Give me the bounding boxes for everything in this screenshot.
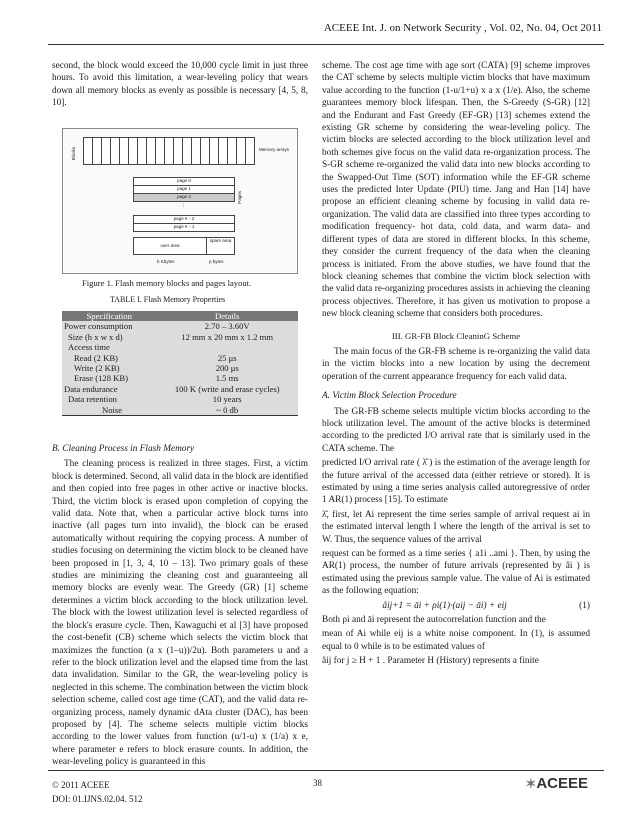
fig-page-k-2: page K - 2 <box>133 215 235 224</box>
section-a-paragraph-6: mean of Ai while eij is a white noise component. In (1), is assumed equal to 0 while is to be estimated values of <box>322 629 590 652</box>
fig-label-memory: Memory arrays <box>259 147 290 152</box>
section-iii-heading: III. GR-FB Block CleaninG Scheme <box>391 330 521 341</box>
right-column <box>322 60 590 668</box>
spec-cell: Data retention <box>62 394 156 404</box>
fig-dots: ⋮ <box>181 203 186 208</box>
table-row <box>62 363 298 373</box>
spec-cell: Noise <box>62 405 156 416</box>
header-rule <box>48 44 604 45</box>
table-row <box>62 405 298 416</box>
fig-spare-area: spare area <box>206 237 235 255</box>
detail-cell: 1.5 ms <box>156 373 298 383</box>
fig-page-k-1: page K - 1 <box>133 223 235 232</box>
fig-label-blocks: Blocks <box>71 147 76 161</box>
journal-header: ACEEE Int. J. on Network Security , Vol. 02, No. 04, Oct 2011 <box>323 22 602 34</box>
fig-page-2: page 2 <box>133 193 235 202</box>
table-row <box>62 353 298 363</box>
fig-label-pages: Pages <box>237 191 242 204</box>
section-a-paragraph-3: λ̂, first, let Ai represent the time series sample of arrival request ai in the estimated interval length I where the length of the arrival is set to W. Thus, the sequence values of the arrival <box>322 509 590 545</box>
spec-cell: Read (2 KB) <box>62 353 156 363</box>
logo-star-icon: ✶ <box>525 776 537 791</box>
detail-cell: 100 K (write and erase cycles) <box>156 384 298 394</box>
section-a-paragraph-4: request can be formed as a time series { a1i ..ami }. Then, by using the AR(1) process, the number of future arrivals (represented by âi ) is estimated using the previous sample value. The value of Ai is estimated as the following equation: <box>322 549 590 597</box>
fig-page-1: page 1 <box>133 185 235 194</box>
detail-cell: 10 years <box>156 394 298 404</box>
fig-memory-array <box>83 137 255 165</box>
spec-cell: Size (h x w x d) <box>62 332 156 342</box>
fig-user-area: user area <box>133 237 207 255</box>
fig-spare-bytes: p bytes <box>209 259 224 264</box>
aceee-logo <box>525 775 588 792</box>
table-row <box>62 332 298 342</box>
spec-cell: Write (2 KB) <box>62 363 156 373</box>
footer-rule <box>48 770 604 771</box>
flash-properties-table <box>62 311 298 416</box>
page-number: 38 <box>313 778 322 788</box>
section-b-heading: B. Cleaning Process in Flash Memory <box>52 444 195 454</box>
logo-text: ACEEE <box>536 775 588 792</box>
table-row <box>62 394 298 404</box>
section-a-paragraph-1: The GR-FB scheme selects multiple victim blocks according to the block utilization level. The amount of the active blocks is determined according to the predicted I/O arrival rate that is similarly used in the CATA scheme. The <box>322 406 590 454</box>
section-a-heading: A. Victim Block Selection Procedure <box>322 391 457 402</box>
detail-cell: 25 μs <box>156 353 298 363</box>
detail-cell: ~ 0 db <box>156 405 298 416</box>
equation-1 <box>322 600 590 612</box>
table-row <box>62 384 298 394</box>
left-intro <box>52 60 308 110</box>
section-b-paragraph: The cleaning process is realized in three stages. First, a victim block is determined. Second, all valid data in the block are identified and then copied into free pages in other active or inactive blocks. Third, the victim block is erased upon completion of copying the valid data. Note that, when a particular active block turns into inactive (all pages turn into invalid), the block can be erased automatically without requiring the copying process. A number of studies focusing on determining the victim block to be cleaned have been proposed in [1, 3, 4, 10 – 13]. Two primary goals of these studies are minimizing the cleaning cost and guaranteeing all memory blocks are evenly wear. The Greedy (GR) [1] scheme determines a victim block according to the block utilization level. The block with the lowest utilization level is selected regardless of the block's erasure cycle. Then, Kawaguchi et al [3] have proposed the cost-benefit (CB) scheme which selects the victim block that maximizes the function (a x (1–u))/2u). Both parameters u and a refer to the block utilization level and the elapsed time from the last data invalidation. Similar to the GR, the wear-leveling policy is neglected in this scheme. The combination between the victim block selection scheme, called cost age time (CAT), and the valid data re-organizing process, namely dynamic dAta cluster (DAC), has been proposed by [4]. The scheme selects multiple victim blocks according to the lower values from function (u/1-u) x (1/a) x e, where parameter e refers to block erasure counts. In addition, the wear-leveling policy is guaranteed in this <box>52 459 308 768</box>
table-row <box>62 342 298 352</box>
table-header-details: Details <box>156 311 298 321</box>
footer-copyright: © 2011 ACEEE <box>52 780 110 790</box>
detail-cell <box>156 342 298 352</box>
footer-doi: DOI: 01.IJNS.02.04. 512 <box>52 794 143 804</box>
table-row <box>62 373 298 383</box>
intro-paragraph: second, the block would exceed the 10,000 cycle limit in just three hours. To avoid this limitation, a wear-leveling policy that wears down all memory blocks as evenly as possible is necessary [4, 5, 8, 10]. <box>52 61 308 109</box>
equation-body: âij+1 = āi + ρi(1)·(aij − āi) + eij <box>382 600 507 611</box>
table-1-caption: TABLE I. Flash Memory Properties <box>110 295 226 304</box>
section-iii-paragraph: The main focus of the GR-FB scheme is re-organizing the valid data in the victim blocks into a new location by using the decrement operation of the current appearance frequency for each valid data. <box>322 346 590 382</box>
figure-1-flash-layout <box>62 128 298 274</box>
section-a-paragraph-7: âij for j ≥ H + 1 . Parameter H (History) represents a finite <box>322 656 539 667</box>
figure-1-caption: Figure 1. Flash memory blocks and pages layout. <box>82 278 252 288</box>
section-a-paragraph-2: predicted I/O arrival rate ( λ̂ ) is the estimation of the average length for the future arrival of the accessed data (either retrieve or stored). It is estimated by using a time series analysis called autoregressive of order 1 AR(1) process [15]. To estimate <box>322 458 590 506</box>
spec-cell: Erase (128 KB) <box>62 373 156 383</box>
table-header-spec: Specification <box>62 311 156 321</box>
section-a-paragraph-5: Both ρi and āi represent the autocorrelation function and the <box>322 615 546 626</box>
detail-cell: 2.70 – 3.60V <box>156 321 298 331</box>
detail-cell: 12 mm x 20 mm x 1.2 mm <box>156 332 298 342</box>
detail-cell: 200 μs <box>156 363 298 373</box>
spec-cell: Access time <box>62 342 156 352</box>
equation-number: (1) <box>579 600 590 611</box>
left-section-b <box>52 443 308 769</box>
table-row <box>62 321 298 331</box>
right-top-paragraph: scheme. The cost age time with age sort (CATA) [9] scheme improves the CAT scheme by selects multiple victim blocks that have maximum value according to the function (1-u/1+u) x a x (1/e). Also, the scheme guarantees memory block lifespan. Then, the S-Greedy (S-GR) [12] and the Endurant and Fast Greedy (EF-GR) [13] schemes extend the existing GR scheme by considering the wear-leveling policy. The victim blocks are selected according to the block utilization level and both schemes give focus on the valid data re-organization process. The S-GR scheme re-organized the valid data into new blocks according to the Swapped-Out Time (SOT) information while the EF-GR scheme uses the predicted Inter Update (PIU) time. Jang and Han [14] have propose an efficient cleaning scheme by focusing in valid data re-organization. The valid data are classified into three types according to modification frequency- hot data, cold data, and warm data- and different types of data are stored in different blocks. In this scheme, they consider the current frequency of the data when the cleaning process is initiated. From the above studies, we have found that the block cleaning schemes that combine the victim block selection with the valid data re-organizing procedures assists in achieving the cleaning process objectives. Therefore, it has given us motivation to propose a new block cleaning scheme that considers both procedures. <box>322 61 590 320</box>
fig-user-bytes: b Kbytes <box>157 259 175 264</box>
fig-page-0: page 0 <box>133 177 235 186</box>
spec-cell: Power consumption <box>62 321 156 331</box>
spec-cell: Data endurance <box>62 384 156 394</box>
